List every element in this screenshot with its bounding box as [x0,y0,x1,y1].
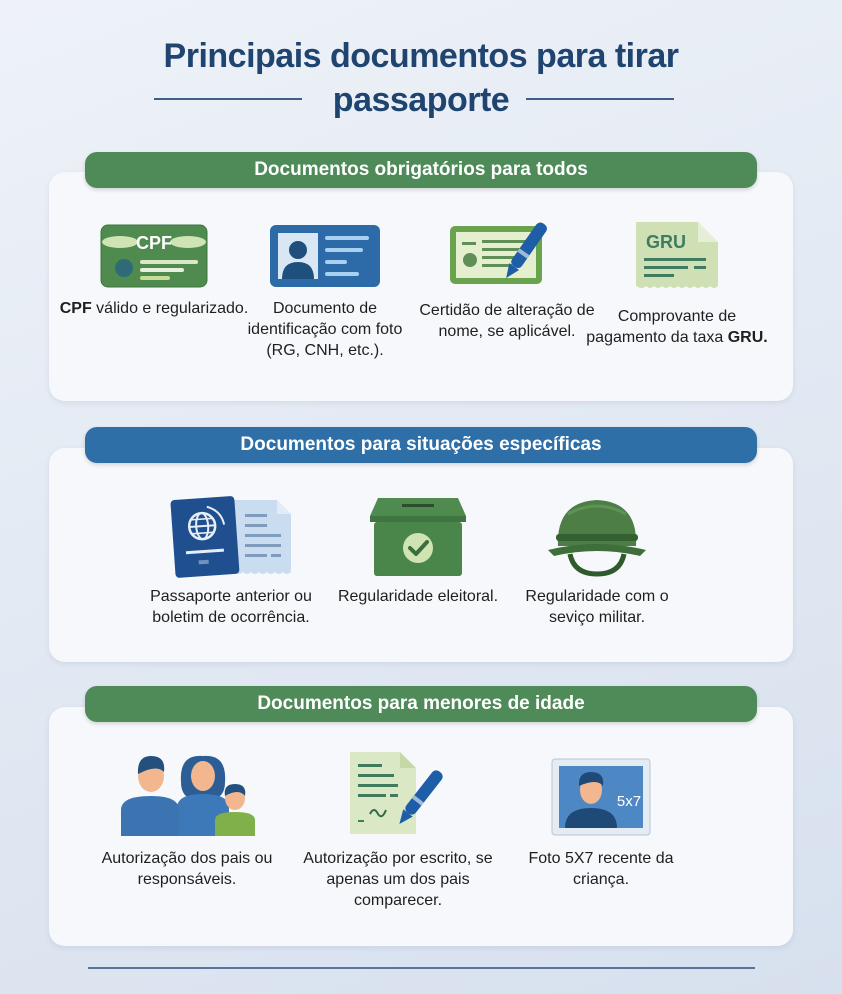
doc-item-military-caption: Regularidade com o seviço militar. [525,588,669,626]
doc-item-gru-caption: Comprovante de pagamento da taxa GRU. [586,308,768,346]
doc-item-cpf [59,224,249,319]
section-header-specific: Documentos para situações específicas [85,427,757,463]
signed-document-icon [348,750,448,836]
cpf-card-icon [100,224,208,288]
doc-item-name-change-caption: Certidão de alteração de nome, se aplicável. [419,302,595,340]
svg-text:GRU: GRU [646,232,686,252]
doc-item-name-change [412,220,602,342]
doc-item-written-authorization [303,750,493,911]
page-title-line1: Principais documentos para tirar [163,37,679,75]
doc-item-photo [506,758,696,890]
doc-item-photo-caption: Foto 5X7 recente da criança. [528,850,674,888]
certificate-pen-icon [448,220,566,290]
section-header-minors: Documentos para menores de idade [85,686,757,722]
military-helmet-icon [544,494,650,578]
doc-item-parents-authorization-caption: Autorização dos pais ou responsáveis. [101,850,273,888]
page-title-line2: passaporte [332,81,510,119]
passport-report-icon [169,494,293,578]
doc-item-id-caption: Documento de identificação com foto (RG, CNH, etc.). [247,300,403,359]
doc-item-electoral-caption: Regularidade eleitoral. [337,588,499,605]
page-title [0,34,842,122]
doc-item-parents-authorization [92,750,282,890]
photo-5x7-icon [551,758,651,836]
bottom-divider [88,967,755,969]
doc-item-id [230,224,420,361]
doc-item-passport-caption: Passaporte anterior ou boletim de ocorrência. [150,588,312,626]
section-header-mandatory: Documentos obrigatórios para todos [85,152,757,188]
family-icon [117,750,257,836]
ballot-box-icon [368,494,468,578]
doc-item-military [502,494,692,628]
doc-item-cpf-caption: CPF válido e regularizado. [59,300,249,317]
doc-item-gru [582,220,772,348]
doc-item-passport [136,494,326,628]
id-card-icon [269,224,381,288]
doc-item-electoral [323,494,513,607]
svg-text:CPF: CPF [136,233,172,253]
gru-receipt-icon [632,220,722,292]
svg-text:5x7: 5x7 [616,793,642,810]
title-divider-right [526,98,674,100]
doc-item-written-authorization-caption: Autorização por escrito, se apenas um dos pais comparecer. [303,850,493,909]
title-divider-left [154,98,302,100]
